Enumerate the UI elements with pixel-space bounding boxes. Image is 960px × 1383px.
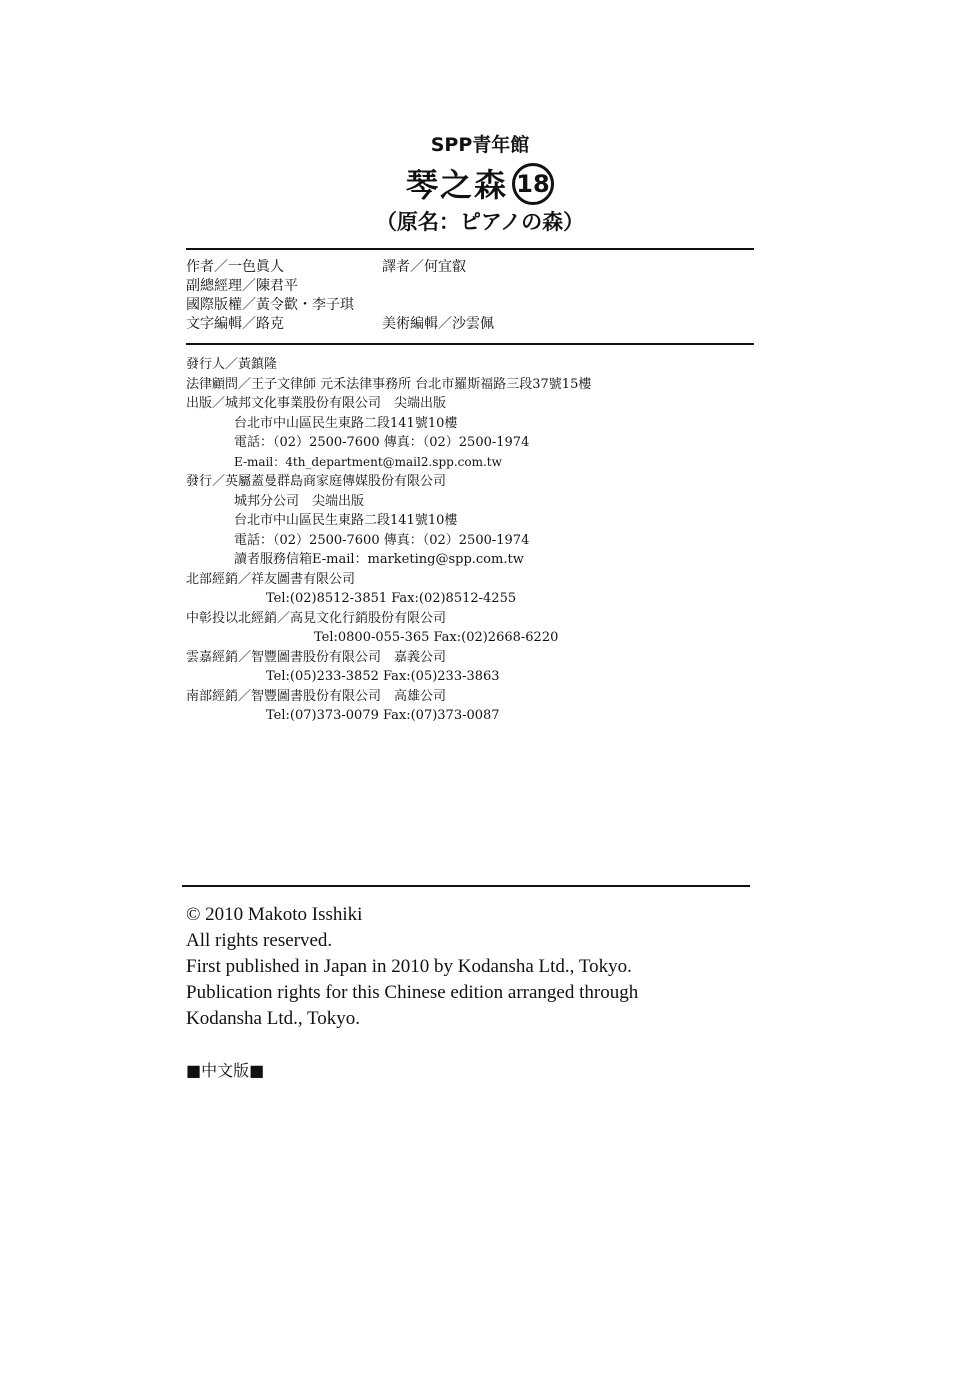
copyright-block xyxy=(186,902,638,1032)
copyright-line: © 2010 Makoto Isshiki xyxy=(186,904,363,925)
volume-number: 18 xyxy=(512,163,554,205)
credits-block xyxy=(186,258,494,334)
publishing-block xyxy=(186,355,591,726)
divider-middle xyxy=(186,343,754,345)
south-distributor: 南部經銷／智豐圖書股份有限公司 高雄公司 xyxy=(186,688,447,704)
imprint-line: 出版／城邦文化事業股份有限公司 尖端出版 xyxy=(186,396,447,411)
divider-bottom xyxy=(182,885,750,887)
book-title xyxy=(0,160,960,208)
distributor-address: 台北市中山區民生東路二段141號10樓 xyxy=(234,513,458,528)
credits-row xyxy=(186,277,354,296)
distributor-line: 發行／英屬蓋曼群島商家庭傳媒股份有限公司 xyxy=(186,474,447,489)
series-name: SPP青年館 xyxy=(430,134,530,156)
imprint-address: 台北市中山區民生東路二段141號10樓 xyxy=(234,415,458,431)
yunjia-distributor: 雲嘉經銷／智豐圖書股份有限公司 嘉義公司 xyxy=(186,649,447,665)
credits-row xyxy=(186,258,466,277)
copyright-line: Publication rights for this Chinese edition arranged through xyxy=(186,982,639,1003)
distributor-branch: 城邦分公司 尖端出版 xyxy=(234,493,365,509)
rights-credit: 國際版權／黃令歡・李子琪 xyxy=(186,297,354,313)
reader-email: 讀者服務信箱E-mail：marketing@spp.com.tw xyxy=(234,552,524,567)
central-distributor: 中彰投以北經銷／高見文化行銷股份有限公司 xyxy=(186,610,447,626)
imprint-email: E-mail：4th_department@mail2.spp.com.tw xyxy=(234,454,502,469)
art-editor-credit: 美術編輯／沙雲佩 xyxy=(382,316,494,332)
edition-label: ■中文版■ xyxy=(186,1061,265,1080)
original-title: （原名：ピアノの森） xyxy=(375,210,585,234)
legal-line: 法律顧問／王子文律師 元禾法律事務所 台北市羅斯福路三段37號15樓 xyxy=(186,376,592,392)
copyright-line: First published in Japan in 2010 by Kodansha Ltd., Tokyo. xyxy=(186,956,632,977)
book-title-text: 琴之森 xyxy=(405,166,508,204)
north-tel: Tel:(02)8512-3851 Fax:(02)8512-4255 xyxy=(266,591,517,606)
copyright-line: Kodansha Ltd., Tokyo. xyxy=(186,1008,361,1029)
publisher-line: 發行人／黃鎮隆 xyxy=(186,357,278,372)
deputy-gm-credit: 副總經理／陳君平 xyxy=(186,278,298,294)
south-tel: Tel:(07)373-0079 Fax:(07)373-0087 xyxy=(266,708,500,723)
author-credit: 作者／一色眞人 xyxy=(186,259,284,275)
credits-row xyxy=(186,296,354,315)
imprint-phone: 電話：（02）2500-7600 傳真：（02）2500-1974 xyxy=(234,435,530,450)
central-tel: Tel:0800-055-365 Fax:(02)2668-6220 xyxy=(314,630,559,645)
text-editor-credit: 文字編輯／路克 xyxy=(186,316,284,332)
yunjia-tel: Tel:(05)233-3852 Fax:(05)233-3863 xyxy=(266,669,500,684)
north-distributor: 北部經銷／祥友圖書有限公司 xyxy=(186,571,356,587)
divider-top xyxy=(186,248,754,250)
credits-row xyxy=(186,315,494,334)
translator-credit: 譯者／何宜叡 xyxy=(382,259,466,275)
copyright-line: All rights reserved. xyxy=(186,930,333,951)
distributor-phone: 電話：（02）2500-7600 傳真：（02）2500-1974 xyxy=(234,532,530,548)
